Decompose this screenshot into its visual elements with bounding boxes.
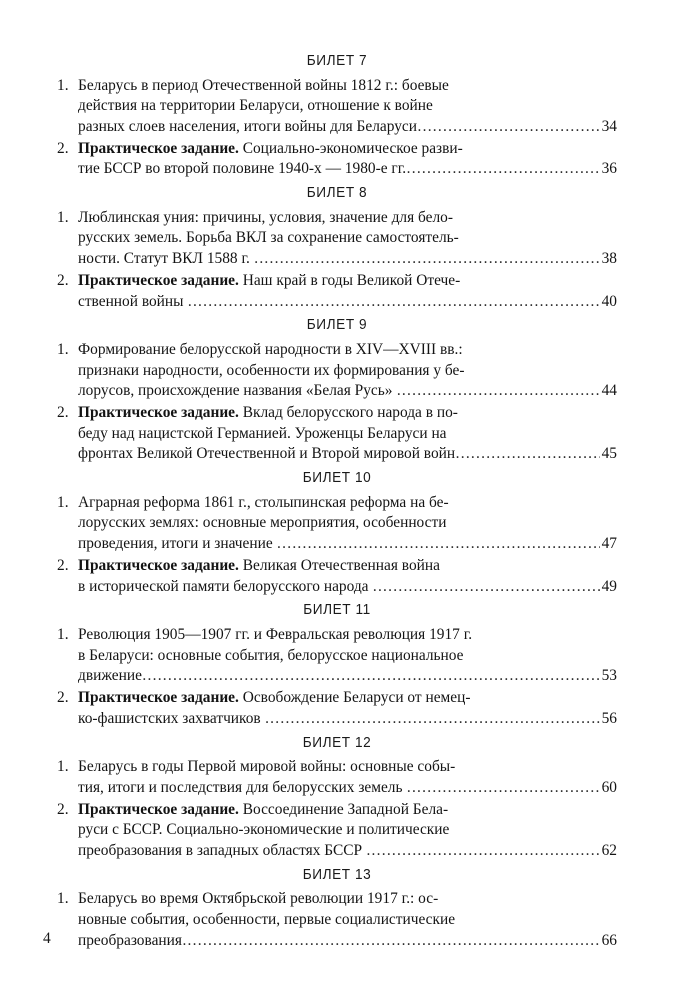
entry-text: действия на территории Беларуси, отношение к войне	[78, 97, 433, 115]
entry-page-number[interactable]: 38	[601, 250, 617, 268]
entry-label: Практическое задание.	[78, 556, 239, 574]
ticket-heading: БИЛЕТ 11	[303, 602, 371, 619]
dot-leader	[366, 841, 600, 862]
entry-text-line	[78, 820, 617, 841]
entry-text-line	[78, 76, 617, 97]
ticket-heading: БИЛЕТ 12	[302, 734, 372, 751]
entry-text: тие БССР во второй половине 1940-х — 1980-е гг.	[78, 160, 407, 178]
ticket-heading: БИЛЕТ 9	[306, 317, 368, 334]
entry-text: ственной войны	[78, 292, 188, 310]
entry-text-line	[78, 208, 617, 229]
ticket-block	[57, 184, 617, 312]
entry-text: признаки народности, особенности их формирования у бе-	[78, 361, 465, 379]
ticket-heading: БИЛЕТ 10	[302, 470, 372, 487]
entry-text: Беларусь в годы Первой мировой войны: основные собы-	[78, 758, 456, 776]
entry-text-line	[78, 228, 617, 249]
entry-text-line	[78, 625, 617, 646]
entry-page-number[interactable]: 44	[601, 382, 617, 400]
entry-text: Беларусь во время Октябрьской революции 1917 г.: ос-	[78, 890, 439, 908]
entry-text: Формирование белорусской народности в XIV—XVIII вв.:	[78, 340, 463, 358]
entry-text-line	[78, 910, 617, 931]
entry-text: Социально-экономическое разви-	[238, 139, 463, 157]
ticket-block	[57, 866, 617, 952]
toc-entry[interactable]	[57, 800, 617, 862]
entry-text-line	[78, 800, 617, 821]
entry-last-line	[78, 841, 617, 862]
toc-entry[interactable]	[57, 139, 617, 180]
entry-text: Воссоединение Западной Бела-	[238, 800, 449, 818]
entry-text: разных слоев населения, итоги войны для Беларуси	[78, 118, 417, 135]
entry-page-number[interactable]: 49	[601, 577, 617, 595]
dot-leader	[277, 534, 600, 555]
entry-text: тия, итоги и последствия для белорусских земель	[78, 778, 407, 796]
entry-text-line	[78, 556, 617, 577]
entry-text-line	[78, 757, 617, 778]
entry-last-line	[78, 931, 617, 952]
entry-text: Освобождение Беларуси от немец-	[238, 689, 471, 707]
entry-page-number[interactable]: 34	[601, 118, 617, 135]
entry-text-line	[78, 361, 617, 382]
entry-number: 2.	[57, 556, 69, 574]
toc-entry[interactable]	[57, 403, 617, 465]
entry-label: Практическое задание.	[78, 271, 239, 289]
ticket-block	[57, 52, 617, 180]
entry-page-number[interactable]: 45	[601, 445, 617, 463]
entry-text: Вклад белорусского народа в по-	[238, 404, 458, 422]
ticket-heading: БИЛЕТ 13	[302, 866, 372, 883]
entry-last-line	[78, 444, 617, 465]
entry-number: 2.	[57, 800, 69, 818]
entry-number: 2.	[57, 271, 69, 289]
entry-label: Практическое задание.	[78, 139, 239, 157]
entry-last-line	[78, 292, 617, 313]
toc-entry[interactable]	[57, 757, 617, 798]
entry-page-number[interactable]: 66	[601, 931, 617, 949]
dot-leader	[373, 577, 600, 598]
entry-last-line	[78, 577, 617, 598]
ticket-block	[57, 734, 617, 862]
entry-page-number[interactable]: 62	[601, 841, 617, 859]
entry-text: Великая Отечественная война	[238, 556, 440, 574]
entry-last-line	[78, 666, 617, 687]
entry-last-line	[78, 249, 617, 270]
entry-last-line	[78, 778, 617, 799]
toc-entry[interactable]	[57, 340, 617, 402]
dot-leader	[397, 381, 600, 402]
ticket-block	[57, 316, 617, 465]
entry-number: 2.	[57, 404, 69, 422]
toc-entry[interactable]	[57, 556, 617, 597]
entry-page-number[interactable]: 36	[601, 160, 617, 178]
entry-text-line	[78, 889, 617, 910]
entry-text: Беларусь в период Отечественной войны 1812 г.: боевые	[78, 76, 449, 94]
entry-last-line	[78, 159, 617, 180]
entry-text-line	[78, 646, 617, 667]
ticket-block	[57, 601, 617, 729]
entry-text-line	[78, 493, 617, 514]
entry-number: 2.	[57, 139, 69, 157]
toc-body	[57, 52, 617, 951]
entry-text-line	[78, 271, 617, 292]
entry-number: 1.	[57, 76, 69, 94]
entry-number: 1.	[57, 340, 69, 358]
entry-text: в Беларуси: основные события, белорусское национальное	[78, 646, 464, 664]
entry-number: 1.	[57, 890, 69, 908]
entry-text-line	[78, 96, 617, 117]
dot-leader	[265, 709, 600, 730]
entry-last-line	[78, 381, 617, 402]
toc-entry[interactable]	[57, 889, 617, 951]
entry-text: Наш край в годы Великой Отече-	[238, 271, 461, 289]
entry-text: беду над нацистской Германией. Уроженцы Беларуси на	[78, 424, 447, 442]
toc-entry[interactable]	[57, 688, 617, 729]
entry-text: проведения, итоги и значение	[78, 535, 277, 553]
entry-text: преобразования в западных областях БССР	[78, 841, 366, 859]
entry-text-line	[78, 403, 617, 424]
ticket-block	[57, 469, 617, 597]
entry-text: руси с БССР. Социально-экономические и политические	[78, 821, 450, 839]
toc-entry[interactable]	[57, 271, 617, 312]
dot-leader	[407, 159, 600, 180]
entry-number: 1.	[57, 493, 69, 511]
entry-text-line	[78, 139, 617, 160]
toc-entry[interactable]	[57, 493, 617, 555]
entry-page-number[interactable]: 47	[601, 535, 617, 553]
entry-number: 1.	[57, 625, 69, 643]
ticket-heading: БИЛЕТ 8	[306, 185, 368, 202]
page-folio: 4	[43, 930, 51, 947]
entry-text: преобразования	[78, 931, 182, 949]
toc-entry[interactable]	[57, 76, 617, 138]
entry-page-number[interactable]: 56	[601, 709, 617, 727]
entry-label: Практическое задание.	[78, 404, 239, 422]
ticket-heading: БИЛЕТ 7	[306, 53, 368, 69]
entry-text: русских земель. Борьба ВКЛ за сохранение самостоятель-	[78, 229, 459, 247]
dot-leader	[182, 931, 600, 952]
entry-last-line	[78, 534, 617, 555]
entry-page-number[interactable]: 40	[601, 292, 617, 310]
dot-leader	[407, 778, 600, 799]
dot-leader	[418, 117, 601, 138]
entry-text: Революция 1905—1907 гг. и Февральская революция 1917 г.	[78, 625, 473, 643]
entry-text: Люблинская уния: причины, условия, значение для бело-	[78, 208, 453, 226]
entry-label: Практическое задание.	[78, 800, 239, 818]
dot-leader	[142, 666, 600, 687]
entry-number: 2.	[57, 689, 69, 707]
entry-text: лорусов, происхождение названия «Белая Русь»	[78, 382, 397, 400]
entry-text-line	[78, 688, 617, 709]
entry-text: в исторической памяти белорусского народа	[78, 577, 373, 595]
toc-entry[interactable]	[57, 208, 617, 270]
entry-text-line	[78, 424, 617, 445]
entry-label: Практическое задание.	[78, 689, 239, 707]
toc-entry[interactable]	[57, 625, 617, 687]
entry-text: фронтах Великой Отечественной и Второй мировой войн	[78, 445, 456, 463]
entry-last-line	[78, 117, 617, 138]
entry-text: Аграрная реформа 1861 г., столыпинская реформа на бе-	[78, 493, 449, 511]
entry-page-number[interactable]: 60	[601, 778, 617, 796]
entry-text-line	[78, 340, 617, 361]
entry-page-number[interactable]: 53	[601, 667, 617, 685]
entry-text: новные события, особенности, первые социалистические	[78, 910, 456, 928]
dot-leader	[188, 292, 600, 313]
entry-text: ности. Статут ВКЛ 1588 г.	[78, 250, 254, 268]
dot-leader	[456, 444, 600, 465]
entry-text: ко-фашистских захватчиков	[78, 709, 265, 727]
entry-last-line	[78, 709, 617, 730]
entry-text-line	[78, 513, 617, 534]
dot-leader	[254, 249, 600, 270]
entry-text: движение	[78, 667, 142, 685]
entry-number: 1.	[57, 208, 69, 226]
entry-text: лорусских землях: основные мероприятия, особенности	[78, 514, 447, 532]
entry-number: 1.	[57, 758, 69, 776]
